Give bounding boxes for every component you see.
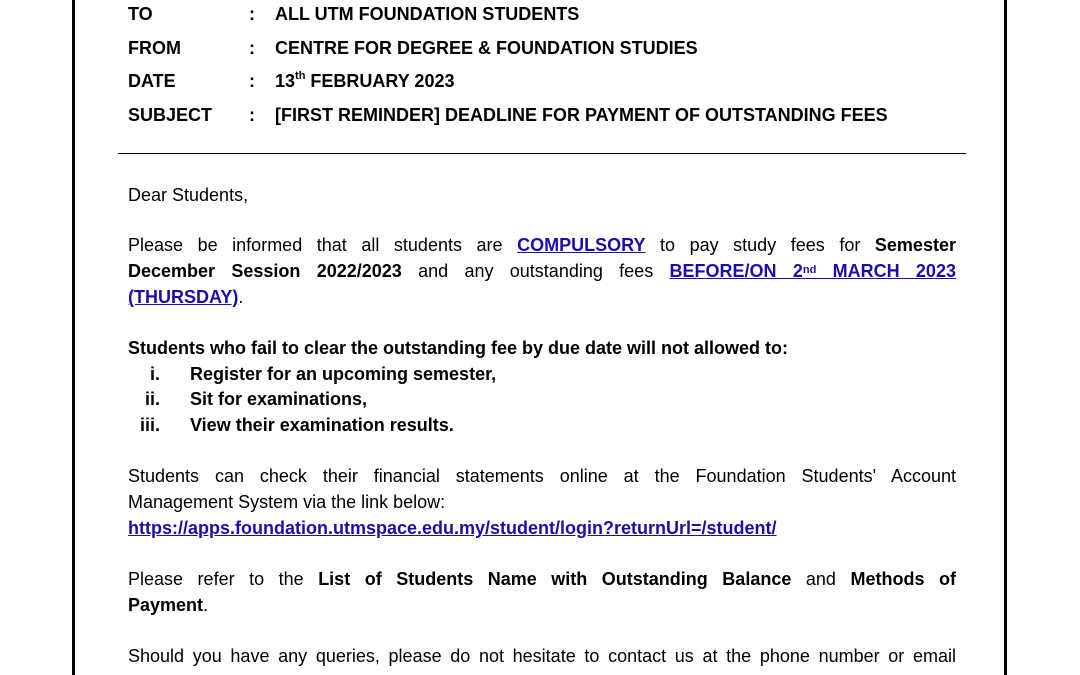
memo-colon: :	[249, 4, 255, 24]
page-border-right	[1004, 0, 1007, 675]
para1-text: and any outstanding fees	[418, 261, 654, 281]
account-system-url	[128, 515, 956, 541]
memo-colon: :	[249, 105, 255, 125]
period: .	[238, 287, 244, 307]
list-item-text: View their examination results.	[190, 415, 454, 435]
para1-bold: Semester	[874, 235, 956, 255]
memo-date-rest: FEBRUARY 2023	[305, 71, 455, 91]
list-item	[0, 361, 1080, 387]
deadline-suffix: nd	[802, 264, 817, 276]
para4-line1: Should you have any queries, please do not hesitate to contact us at the phone number or email	[128, 646, 956, 666]
list-item	[0, 386, 1080, 412]
memo-to-label: TO	[128, 4, 153, 24]
account-system-link[interactable]: https://apps.foundation.utmspace.edu.my/student/login?returnUrl=/student/	[128, 518, 777, 538]
deadline-text: BEFORE/ON 2	[669, 261, 803, 281]
consequence-heading: Students who fail to clear the outstanding fee by due date will not allowed to:	[128, 338, 789, 358]
memo-date-label: DATE	[128, 71, 176, 91]
list-item-number: ii.	[144, 389, 160, 409]
list-of-students-text: List of Students Name with Outstanding Balance	[318, 569, 792, 589]
page-border-left	[72, 0, 75, 675]
memo-colon: :	[249, 71, 255, 91]
para1-text: to pay study fees for	[660, 235, 861, 255]
methods-text: Methods of	[850, 569, 956, 589]
list-item-number: i.	[149, 364, 160, 384]
session-text: December Session 2022/2023	[128, 261, 402, 281]
deadline-link[interactable]	[670, 261, 956, 281]
deadline-text-rest: MARCH 2023	[816, 261, 956, 281]
para1-line2	[128, 258, 956, 284]
list-item-number: iii.	[139, 415, 160, 435]
payment-text: Payment	[128, 595, 204, 615]
header-divider	[118, 153, 966, 154]
memo-to-value: ALL UTM FOUNDATION STUDENTS	[275, 4, 580, 24]
greeting: Dear Students,	[128, 185, 249, 205]
memo-date-suffix: th	[295, 70, 306, 82]
thursday-link[interactable]: (THURSDAY)	[128, 287, 239, 307]
memo-subject-value: [FIRST REMINDER] DEADLINE FOR PAYMENT OF OUTSTANDING FEES	[275, 105, 888, 125]
para3-line2	[128, 592, 956, 618]
memo-to-row	[0, 4, 1080, 30]
period: .	[203, 595, 209, 615]
memo-from-value: CENTRE FOR DEGREE & FOUNDATION STUDIES	[275, 38, 698, 58]
para1-line3	[128, 284, 956, 310]
memo-date-day: 13	[275, 71, 296, 91]
para3-line1	[128, 566, 956, 592]
list-item-text: Register for an upcoming semester,	[190, 364, 497, 384]
memo-date-row	[0, 71, 1080, 97]
para1-line1	[128, 232, 956, 258]
para3-text: and	[805, 569, 836, 589]
memo-colon: :	[249, 38, 255, 58]
list-item	[0, 412, 1080, 438]
compulsory-link[interactable]: COMPULSORY	[517, 235, 646, 255]
memo-from-label: FROM	[128, 38, 181, 58]
memo-from-row	[0, 38, 1080, 64]
memo-subject-label: SUBJECT	[128, 105, 213, 125]
para3-text: Please refer to the	[128, 569, 304, 589]
memo-date-value	[275, 71, 454, 92]
para2-line1: Students can check their financial statements online at the Foundation Students' Account	[128, 466, 956, 486]
list-item-text: Sit for examinations,	[190, 389, 368, 409]
memo-subject-row	[0, 105, 1080, 131]
para1-text: Please be informed that all students are	[128, 235, 503, 255]
para2-line2: Management System via the link below:	[128, 492, 446, 512]
